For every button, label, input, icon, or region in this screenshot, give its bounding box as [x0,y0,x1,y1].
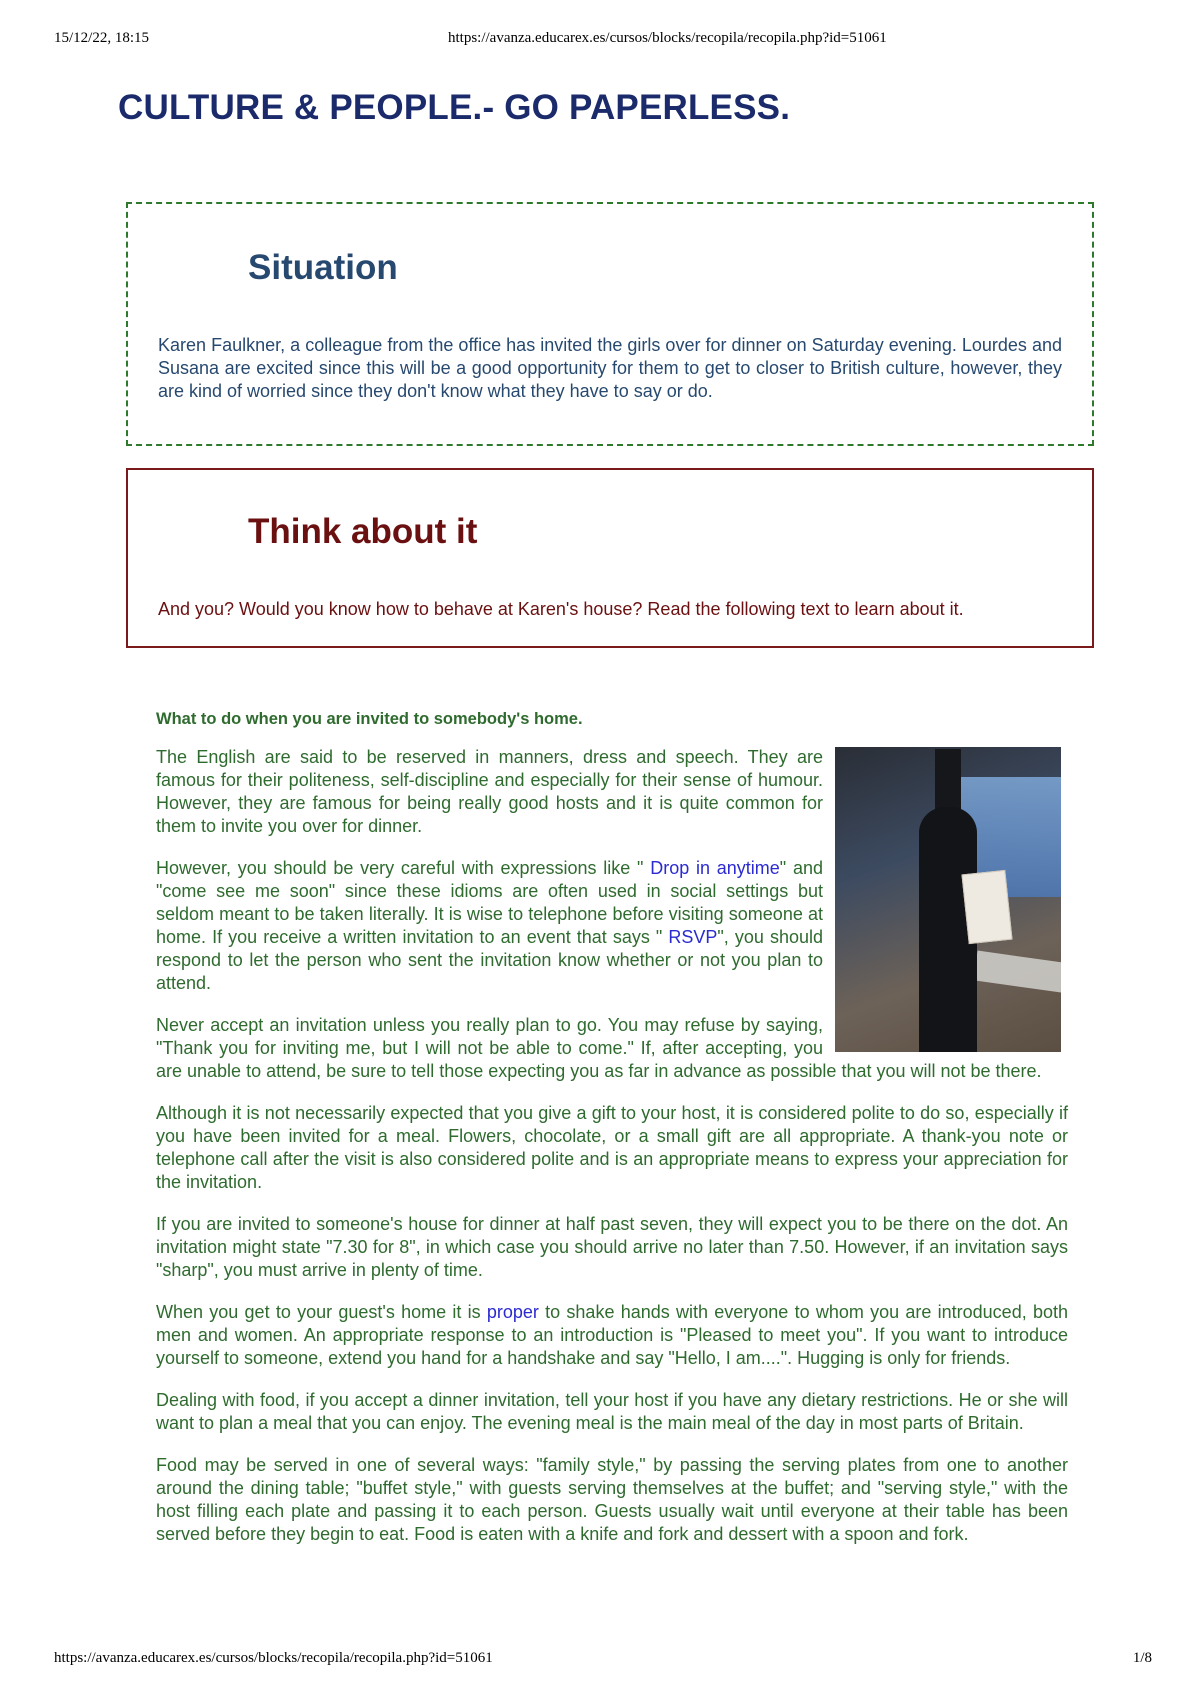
article-heading: What to do when you are invited to somebody's home. [156,710,583,728]
article-paragraph-8: Food may be served in one of several ways: "family style," by passing the serving plates from one to another around the dining table; "buffet style," with guests serving themselves at the buffet; and "serving style," with the host filling each plate and passing it to each person. Guests usually wait until everyone at their table has been served before they begin to eat. Food is eaten with a knife and fork and dessert with a spoon and fork. [156,1455,1068,1544]
print-header [0,30,1200,52]
situation-box [126,202,1094,446]
wine-bottle-photo [835,747,1061,1052]
article-paragraph-6: When you get to your guest's home it is proper to shake hands with everyone to whom you are introduced, both men and women. An appropriate response to an introduction is "Pleased to meet you". If you want to introduce yourself to someone, extend you hand for a handshake and say "Hello, I am....". Hugging is only for friends. [156,1302,1068,1368]
think-heading: Think about it [248,512,478,551]
situation-text: Karen Faulkner, a colleague from the office has invited the girls over for dinner on Saturday evening. Lourdes and Susana are excited since this will be a good opportunity for them to get to closer to British culture, however, they are kind of worried since they don't know what they have to say or do. [158,335,1062,401]
article-paragraph-7: Dealing with food, if you accept a dinner invitation, tell your host if you have any dietary restrictions. He or she will want to plan a meal that you can enjoy. The evening meal is the main meal of the day in most parts of Britain. [156,1390,1068,1433]
print-footer [0,1650,1200,1672]
glossary-link-drop-in-anytime[interactable]: Drop in anytime [650,858,780,878]
glossary-link-proper[interactable]: proper [486,1302,539,1322]
print-url: https://avanza.educarex.es/cursos/blocks/recopila/recopila.php?id=51061 [448,30,887,46]
footer-url: https://avanza.educarex.es/cursos/blocks/recopila/recopila.php?id=51061 [54,1650,493,1666]
article-paragraph-1: The English are said to be reserved in manners, dress and speech. They are famous for their politeness, self-discipline and especially for their sense of humour. However, they are famous for being really good hosts and it is quite common for them to invite you over for dinner. [156,747,823,836]
think-text: And you? Would you know how to behave at Karen's house? Read the following text to learn about it. [158,599,964,619]
page-number: 1/8 [1132,1650,1152,1666]
print-datetime: 15/12/22, 18:15 [54,30,150,46]
article-paragraph-5: If you are invited to someone's house for dinner at half past seven, they will expect you to be there on the dot. An invitation might state "7.30 for 8", in which case you should arrive no later than 7.50. However, if an invitation says "sharp", you must arrive in plenty of time. [156,1214,1068,1280]
page-title: CULTURE & PEOPLE.- GO PAPERLESS. [118,88,791,127]
article-paragraph-3: Never accept an invitation unless you really plan to go. You may refuse by saying, "Thank you for inviting me, but I will not be able to come." If, after accepting, you are unable to attend, be sure to tell those expecting you as far in advance as possible that you will not be there. [156,1015,1042,1081]
article-paragraph-4: Although it is not necessarily expected that you give a gift to your host, it is considered polite to do so, especially if you have been invited for a meal. Flowers, chocolate, or a small gift are all appropriate. A thank-you note or telephone call after the visit is also considered polite and is an appropriate means to express your appreciation for the invitation. [156,1103,1068,1192]
article-paragraph-2: However, you should be very careful with expressions like " Drop in anytime" and "come see me soon" since these idioms are often used in social settings but seldom meant to be taken literally. It is wise to telephone before visiting someone at home. If you receive a written invitation to an event that says " RSVP", you should respond to let the person who sent the invitation know whether or not you plan to attend. [156,858,823,993]
article [156,708,1068,1565]
think-box [126,468,1094,648]
glossary-link-rsvp[interactable]: RSVP [668,927,718,947]
situation-heading: Situation [248,248,398,287]
